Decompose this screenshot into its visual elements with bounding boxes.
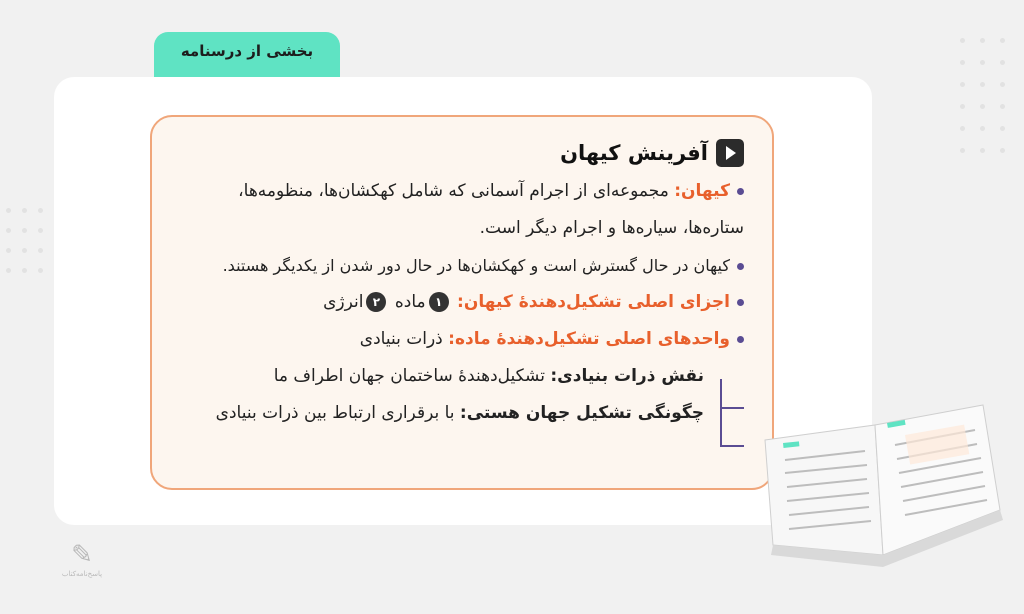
line-matter-units <box>164 321 744 358</box>
section-tab-label: بخشی از درسنامه <box>180 42 314 60</box>
bullet-icon <box>737 188 744 195</box>
keyword-particle-role: نقش ذرات بنیادی: <box>550 366 704 386</box>
dot-pattern-right <box>960 38 1020 168</box>
component-matter: ماده <box>394 292 426 312</box>
component-energy: انرژی <box>323 292 364 312</box>
cosmos-definition-cont-text: ستاره‌ها، سیاره‌ها و اجرام دیگر است. <box>479 218 744 238</box>
tree-branch-1 <box>720 407 744 409</box>
tree-branch-2 <box>720 445 744 447</box>
dot-pattern-left <box>6 208 46 278</box>
book-image <box>755 395 1005 570</box>
logo-icon: ✎ <box>71 540 93 570</box>
keyword-cosmos: کیهان: <box>674 181 730 201</box>
lesson-title: آفرینش کیهان <box>560 141 708 165</box>
keyword-matter-units: واحدهای اصلی تشکیل‌دهندهٔ ماده: <box>448 329 730 349</box>
lesson-content <box>164 139 744 432</box>
expansion-text: کیهان در حال گسترش است و کهکشان‌ها در حال دور شدن از یکدیگر هستند. <box>222 256 730 275</box>
lesson-box <box>150 115 774 490</box>
keyword-components: اجزای اصلی تشکیل‌دهندهٔ کیهان: <box>457 292 730 312</box>
line-particle-role <box>164 358 744 395</box>
line-components <box>164 284 744 321</box>
line-universe-formation <box>164 395 744 432</box>
number-badge-2: ۲ <box>366 292 386 312</box>
bullet-icon <box>737 263 744 270</box>
tree-connector <box>720 379 722 447</box>
title-row <box>164 139 744 167</box>
line-cosmos-definition-cont <box>164 210 744 247</box>
logo-text: پاسخ‌نامه‌کتاب <box>61 570 103 578</box>
particle-role-text: تشکیل‌دهندهٔ ساختمان جهان اطراف ما <box>273 366 545 386</box>
cosmos-definition-text: مجموعه‌ای از اجرام آسمانی که شامل کهکشان‌ها، منظومه‌ها، <box>238 181 669 201</box>
bullet-icon <box>737 336 744 343</box>
site-logo <box>58 540 106 590</box>
universe-formation-text: با برقراری ارتباط بین ذرات بنیادی <box>215 403 455 423</box>
number-badge-1: ۱ <box>429 292 449 312</box>
bullet-icon <box>737 299 744 306</box>
keyword-universe-formation: چگونگی تشکیل جهان هستی: <box>459 403 704 423</box>
line-cosmos-definition <box>164 173 744 210</box>
play-icon <box>716 139 744 167</box>
line-expansion <box>164 247 744 284</box>
matter-units-text: ذرات بنیادی <box>359 329 443 349</box>
section-tab <box>154 32 340 80</box>
